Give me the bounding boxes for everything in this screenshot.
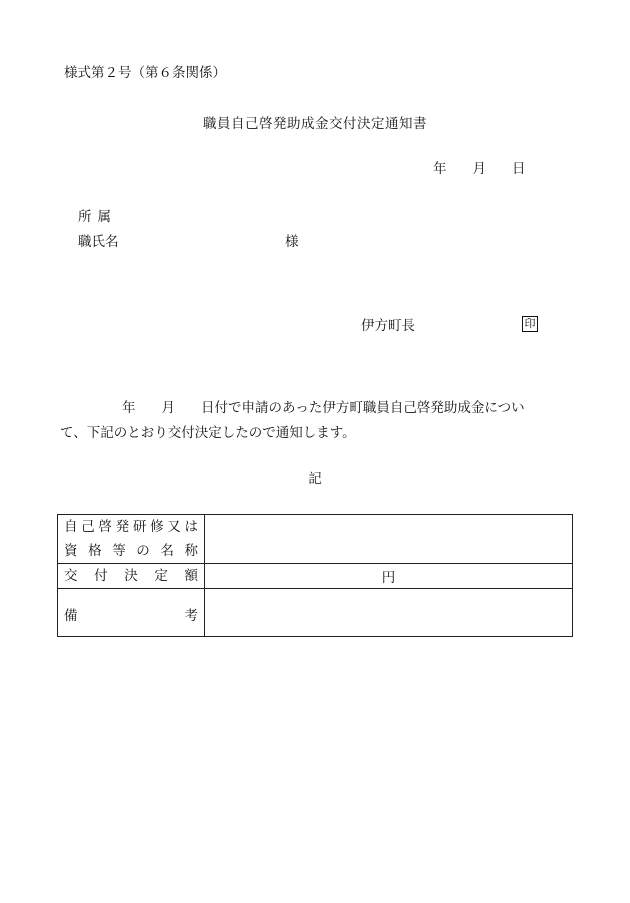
date-year-label: 年 [433,161,447,177]
form-number: 様式第２号（第６条関係） [64,65,226,81]
amount-unit: 円 [205,564,573,589]
training-name-value [205,515,573,564]
body-month-label: 月 [161,400,175,416]
table-row-training-name [58,515,573,564]
honorific: 様 [285,234,299,250]
date-day-label: 日 [512,161,526,177]
remarks-label-text: 備考 [64,608,198,624]
body-text-line2: て、下記のとおり交付決定したので通知します。 [60,425,356,441]
amount-label-text: 交付決定額 [64,568,198,584]
issuer-title: 伊方町長 [361,318,415,334]
affiliation-label: 所属 [78,209,117,225]
table-row-amount [58,564,573,589]
date-month-label: 月 [472,161,486,177]
table-row-remarks [58,589,573,637]
remarks-label [58,589,205,637]
detail-table [57,514,573,637]
body-line1-tail: 日付で申請のあった伊方町職員自己啓発助成金につい [201,400,525,416]
training-name-label [58,515,205,564]
date-line [433,163,526,177]
body-year-label: 年 [122,400,136,416]
body-text-line1 [122,402,525,416]
remarks-value [205,589,573,637]
training-name-label-line1: 自己啓発研修又は [64,519,198,535]
training-name-label-line2: 資格等の名称 [64,543,198,559]
amount-label [58,564,205,589]
record-marker: 記 [308,471,322,487]
staff-name-label: 職氏名 [78,234,119,250]
seal-mark: 印 [522,316,538,332]
document-title: 職員自己啓発助成金交付決定通知書 [203,116,427,132]
